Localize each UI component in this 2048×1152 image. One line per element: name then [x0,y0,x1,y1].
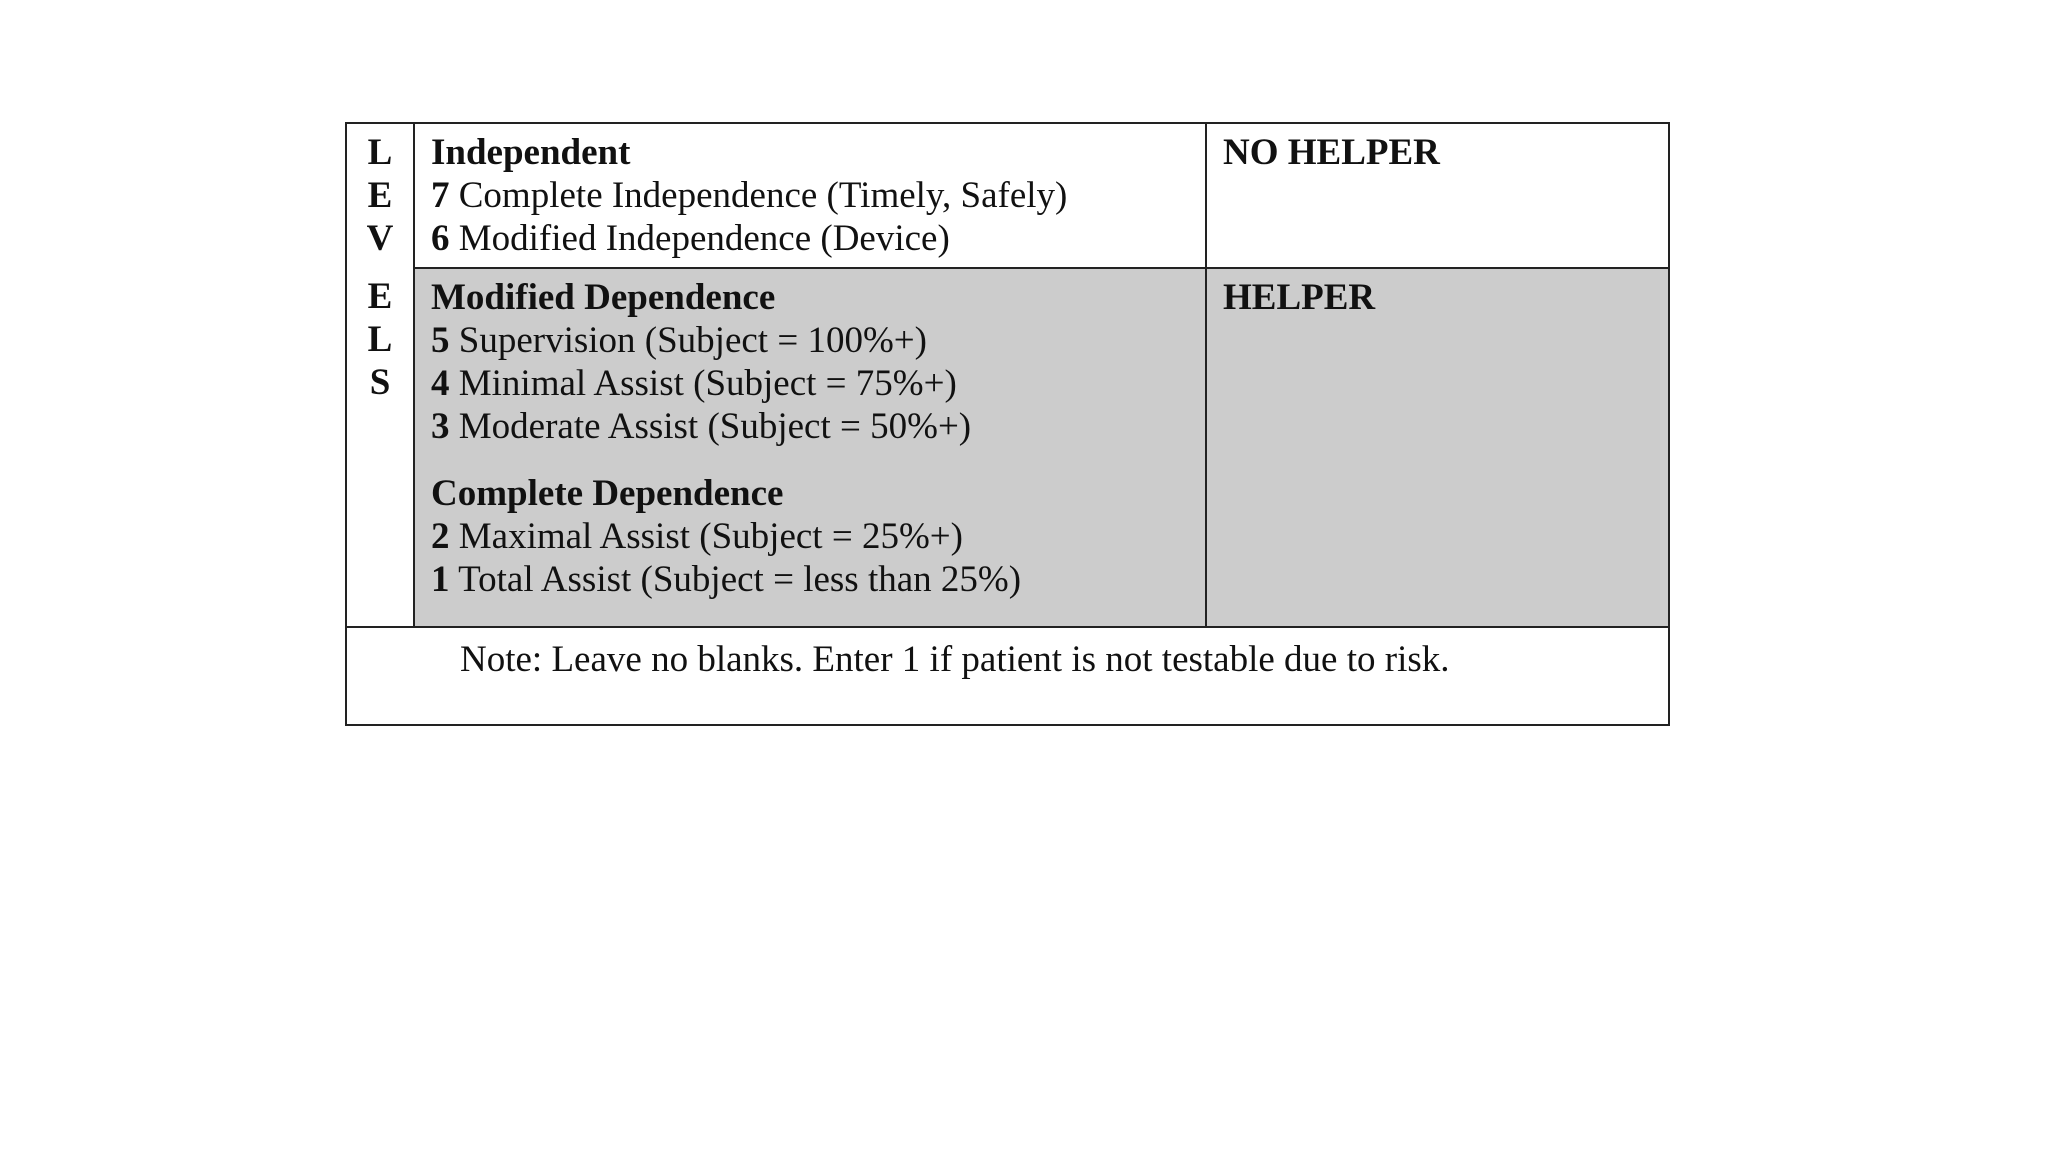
no-helper-label: NO HELPER [1223,132,1440,173]
level-number: 3 [431,406,450,447]
level-description: Total Assist (Subject = less than 25%) [458,559,1022,600]
level-item-2 [431,515,1191,558]
levels-letter: V [366,218,394,259]
level-number: 7 [431,175,450,216]
level-description: Modified Independence (Device) [458,218,950,259]
level-number: 4 [431,363,450,404]
level-description: Minimal Assist (Subject = 75%+) [458,363,957,404]
level-item-6 [431,217,1191,260]
note-text: Note: Leave no blanks. Enter 1 if patient is not testable due to risk. [460,639,1450,680]
level-item-1 [431,558,1191,601]
level-item-5 [431,319,1191,362]
dependence-row [346,268,1669,627]
no-helper-cell [1206,123,1669,268]
dependence-cell [414,268,1206,627]
independent-row [346,123,1669,268]
modified-dependence-title: Modified Dependence [431,277,776,318]
note-cell [346,627,1669,725]
level-number: 5 [431,320,450,361]
group-spacer [431,448,1191,472]
complete-dependence-title: Complete Dependence [431,473,784,514]
helper-cell [1206,268,1669,627]
level-description: Maximal Assist (Subject = 25%+) [458,516,963,557]
level-item-4 [431,362,1191,405]
note-row [346,627,1669,725]
levels-letter: L [367,132,393,173]
levels-letter: S [369,362,391,403]
independent-cell [414,123,1206,268]
levels-letter: E [367,276,393,317]
level-number: 6 [431,218,450,259]
levels-letter: E [367,175,393,216]
level-item-7 [431,174,1191,217]
level-number: 1 [431,559,450,600]
independent-title: Independent [431,132,631,173]
levels-letter: L [367,319,393,360]
levels-vertical-label [346,123,414,627]
helper-label: HELPER [1223,277,1376,318]
level-description: Moderate Assist (Subject = 50%+) [458,406,972,447]
level-description: Supervision (Subject = 100%+) [458,320,927,361]
level-item-3 [431,405,1191,448]
level-description: Complete Independence (Timely, Safely) [458,175,1068,216]
levels-table [345,122,1670,726]
level-number: 2 [431,516,450,557]
